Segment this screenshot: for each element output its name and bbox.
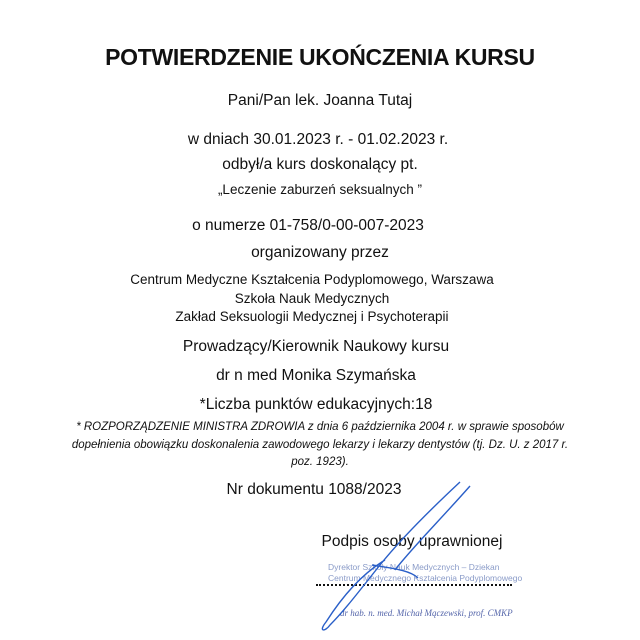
completed-text: odbył/a kurs doskonalący pt. [222, 156, 418, 173]
recipient: Pani/Pan lek. Joanna Tutaj [227, 92, 413, 109]
signatory-name: dr hab. n. med. Michał Mączewski, prof. CMKP [340, 608, 513, 618]
organizer-3: Zakład Seksuologii Medycznej i Psychoterapii [175, 309, 449, 324]
course-number: o numerze 01-758/0-00-007-2023 [192, 217, 424, 234]
education-points: *Liczba punktów edukacyjnych:18 [199, 396, 433, 413]
footnote-line-1: * ROZPORZĄDZENIE MINISTRA ZDROWIA z dnia 6 października 2004 r. w sprawie sposobów [76, 421, 564, 433]
leader-label: Prowadzący/Kierownik Naukowy kursu [182, 338, 450, 355]
organizer-1: Centrum Medyczne Kształcenia Podyplomowego, Warszawa [130, 272, 494, 287]
course-title: „Leczenie zaburzeń seksualnych ” [217, 182, 423, 197]
stamp-line-1: Dyrektor Szkoły Nauk Medycznych – Dziekan [328, 562, 500, 572]
organized-by-label: organizowany przez [251, 244, 389, 261]
leader-name: dr n med Monika Szymańska [216, 367, 416, 384]
footnote-line-3: poz. 1923). [291, 456, 349, 468]
footnote-line-2: dopełnienia obowiązku doskonalenia zawodowego lekarzy i lekarzy dentystów (tj. Dz. U. z 2017 r. [71, 439, 569, 451]
document-number: Nr dokumentu 1088/2023 [226, 481, 402, 498]
course-dates: w dniach 30.01.2023 r. - 01.02.2023 r. [187, 131, 449, 148]
organizer-2: Szkoła Nauk Medycznych [234, 291, 390, 306]
document-title: POTWIERDZENIE UKOŃCZENIA KURSU [105, 44, 535, 70]
signature-label: Podpis osoby uprawnionej [321, 533, 503, 550]
stamp-line-2: Centrum Medycznego Kształcenia Podyplomowego [328, 573, 523, 583]
